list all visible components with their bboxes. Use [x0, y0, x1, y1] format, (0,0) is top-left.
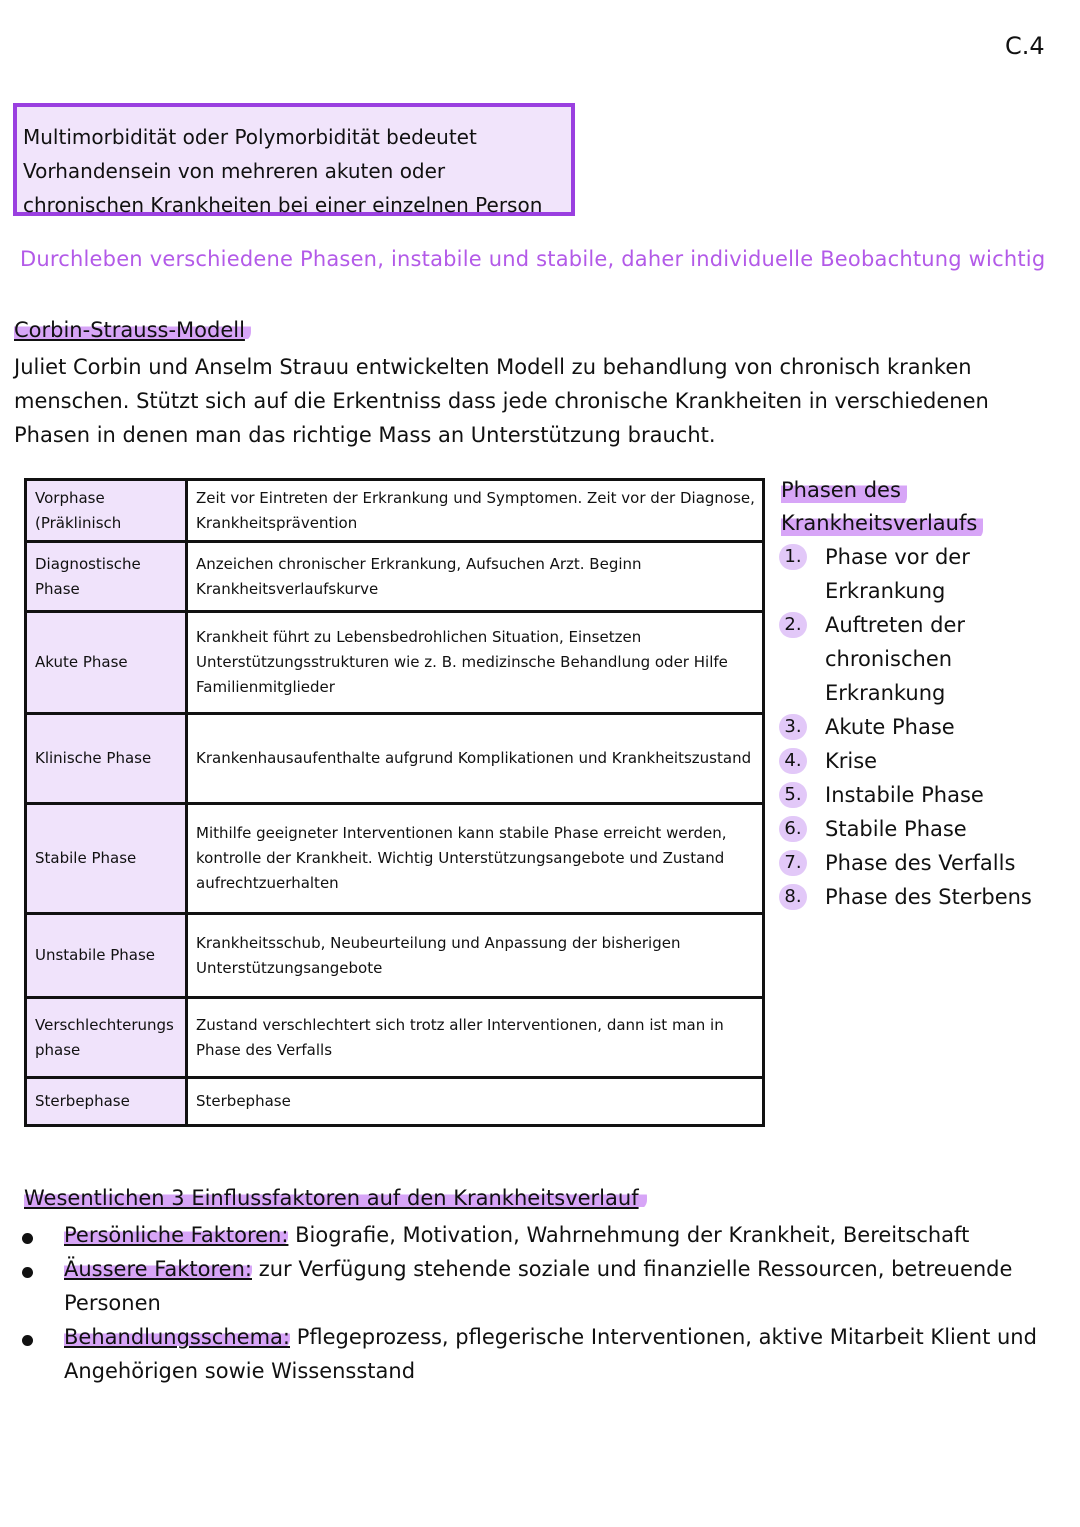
factor-label: Behandlungsschema: [64, 1325, 290, 1349]
number-badge: 6. [779, 816, 807, 842]
bullet-icon [22, 1335, 33, 1346]
factor-label: Äussere Faktoren: [64, 1257, 252, 1281]
phase-description-cell: Krankheitsschub, Neubeurteilung und Anpassung der bisherigen Unterstützungsangebote [187, 914, 764, 998]
model-title: Corbin-Strauss-Modell [14, 318, 251, 342]
factor-label: Persönliche Faktoren: [64, 1223, 289, 1247]
bullet-icon [22, 1233, 33, 1244]
list-item [779, 812, 1055, 846]
list-item-label: Auftreten der chronischen Erkrankung [825, 613, 966, 705]
phase-description-cell: Mithilfe geeigneter Interventionen kann stabile Phase erreicht werden, kontrolle der Krankheit. Wichtig Unterstützungsangebote und Zustand aufrechtzuerhalten [187, 804, 764, 914]
phases-note: Durchleben verschiedene Phasen, instabile und stabile, daher individuelle Beobachtung wichtig [20, 247, 1046, 271]
table-row [26, 804, 764, 914]
model-description [14, 350, 1054, 452]
page-number: C.4 [1005, 32, 1045, 60]
phase-table [24, 478, 765, 1127]
course-phases-title [781, 474, 983, 540]
phase-description-cell: Sterbephase [187, 1078, 764, 1126]
list-item-label: Phase vor der Erkrankung [825, 545, 970, 603]
number-badge: 1. [779, 544, 807, 570]
model-description-line: Juliet Corbin und Anselm Strauu entwickelten Modell zu behandlung von chronisch kranken [14, 355, 972, 379]
list-item-label: Phase des Sterbens [825, 885, 1032, 909]
list-item-label: Stabile Phase [825, 817, 967, 841]
phase-description-cell: Zeit vor Eintreten der Erkrankung und Symptomen. Zeit vor der Diagnose, Krankheitsprävention [187, 480, 764, 542]
list-item [779, 880, 1055, 914]
factor-text: zur Verfügung stehende soziale und finanzielle Ressourcen, betreuende Personen [64, 1257, 1013, 1315]
list-item [779, 846, 1055, 880]
list-item [779, 540, 1055, 608]
phase-description-cell: Anzeichen chronischer Erkrankung, Aufsuchen Arzt. Beginn Krankheitsverlaufskurve [187, 542, 764, 612]
phase-name-cell: Vorphase (Präklinisch [26, 480, 187, 542]
bullet-icon [22, 1267, 33, 1278]
table-row [26, 714, 764, 804]
phase-description-cell: Zustand verschlechtert sich trotz aller Interventionen, dann ist man in Phase des Verfalls [187, 998, 764, 1078]
number-badge: 2. [779, 612, 807, 638]
phase-name-cell: Verschlechterungsphase [26, 998, 187, 1078]
list-item [779, 710, 1055, 744]
definition-line: Multimorbidität oder Polymorbidität bedeutet [23, 125, 477, 149]
number-badge: 5. [779, 782, 807, 808]
course-phases-list [779, 540, 1055, 914]
model-description-line: menschen. Stützt sich auf die Erkentniss dass jede chronische Krankheiten in verschiedenen [14, 389, 989, 413]
number-badge: 3. [779, 714, 807, 740]
course-phases-title-line: Phasen des [781, 474, 907, 507]
factors-list [20, 1218, 1065, 1388]
number-badge: 7. [779, 850, 807, 876]
factor-text: Biografie, Motivation, Wahrnehmung der Krankheit, Bereitschaft [295, 1223, 970, 1247]
list-item [20, 1252, 1065, 1320]
table-row [26, 998, 764, 1078]
phase-description-cell: Krankenhausaufenthalte aufgrund Komplikationen und Krankheitszustand [187, 714, 764, 804]
factor-text: Pflegeprozess, pflegerische Interventionen, aktive Mitarbeit Klient und Angehörigen sowie Wissensstand [64, 1325, 1037, 1383]
phase-name-cell: Akute Phase [26, 612, 187, 714]
table-row [26, 1078, 764, 1126]
definition-line: Vorhandensein von mehreren akuten oder [23, 159, 446, 183]
list-item [779, 608, 1055, 710]
list-item-label: Phase des Verfalls [825, 851, 1016, 875]
course-phases-title-line: Krankheitsverlaufs [781, 507, 983, 540]
table-row [26, 480, 764, 542]
list-item [779, 778, 1055, 812]
list-item [779, 744, 1055, 778]
phase-name-cell: Unstabile Phase [26, 914, 187, 998]
phase-name-cell: Diagnostische Phase [26, 542, 187, 612]
model-description-line: Phasen in denen man das richtige Mass an Unterstützung braucht. [14, 423, 716, 447]
list-item-label: Instabile Phase [825, 783, 984, 807]
phase-name-cell: Klinische Phase [26, 714, 187, 804]
phase-description-cell: Krankheit führt zu Lebensbedrohlichen Situation, Einsetzen Unterstützungsstrukturen wie z. B. medizinsche Behandlung oder Hilfe Familienmitglieder [187, 612, 764, 714]
list-item [20, 1320, 1065, 1388]
number-badge: 4. [779, 748, 807, 774]
factors-title: Wesentlichen 3 Einflussfaktoren auf den Krankheitsverlauf [24, 1186, 647, 1210]
phase-name-cell: Sterbephase [26, 1078, 187, 1126]
table-row [26, 914, 764, 998]
definition-box [13, 103, 575, 216]
list-item [20, 1218, 1065, 1252]
number-badge: 8. [779, 884, 807, 910]
list-item-label: Akute Phase [825, 715, 955, 739]
table-row [26, 542, 764, 612]
list-item-label: Krise [825, 749, 878, 773]
definition-line: chronischen Krankheiten bei einer einzelnen Person [23, 193, 543, 217]
phase-name-cell: Stabile Phase [26, 804, 187, 914]
table-row [26, 612, 764, 714]
